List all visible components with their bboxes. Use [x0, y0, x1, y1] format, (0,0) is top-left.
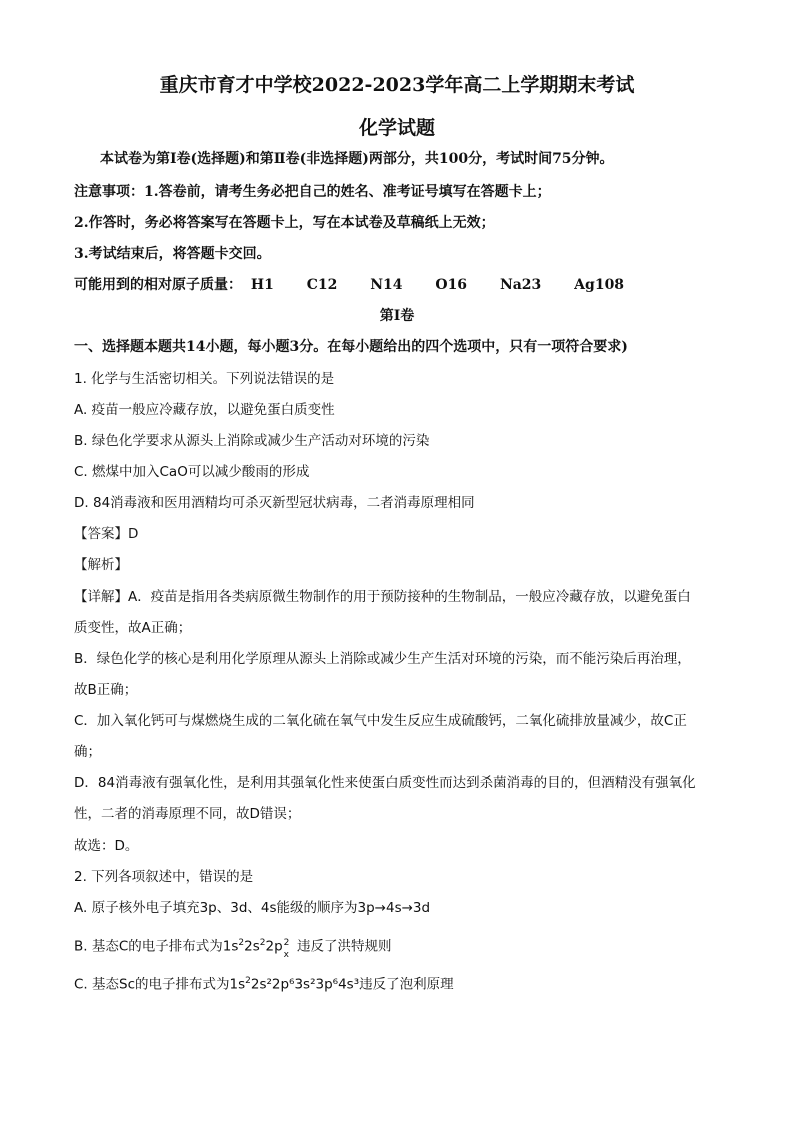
- q2-option-b-orbital-index: [283, 937, 293, 960]
- page-title: 重庆市育才中学校2022-2023学年高二上学期期末考试: [159, 74, 635, 96]
- q1-detail-line: 故B正确；: [74, 682, 138, 698]
- q1-detail-line: 【详解】A．疫苗是指用各类病原微生物制作的用于预防接种的生物制品，一般应冷藏存放，以避免蛋白: [74, 589, 691, 605]
- q1-detail-line: D．84消毒液有强氧化性，是利用其强氧化性来使蛋白质变性而达到杀菌消毒的目的，但酒精没有强氧化: [74, 775, 696, 791]
- q2-option-b-suffix: 违反了洪特规则: [296, 938, 392, 955]
- q1-detail-line: B．绿色化学的核心是利用化学原理从源头上消除或减少生产生活对环境的污染，而不能污染后再治理，: [74, 651, 691, 667]
- q1-option-b: B. 绿色化学要求从源头上消除或减少生产活动对环境的污染: [74, 433, 430, 449]
- atomic-masses: [74, 276, 734, 294]
- q2-option-a: A. 原子核外电子填充3p、3d、4s能级的顺序为3p→4s→3d: [74, 900, 431, 916]
- q1-option-a: A. 疫苗一般应冷藏存放，以避免蛋白质变性: [74, 402, 335, 418]
- q1-answer: 【答案】D: [74, 526, 139, 542]
- q2-option-b-mid-1: 2s: [244, 938, 260, 955]
- q1-detail-line: 性，二者的消毒原理不同，故D错误；: [74, 806, 301, 822]
- mass-na: Na23: [499, 277, 542, 293]
- q1-stem: 1. 化学与生活密切相关。下列说法错误的是: [74, 371, 335, 387]
- q2-option-b: [74, 934, 734, 960]
- mass-o: O16: [435, 277, 468, 293]
- section-heading: 一、选择题本题共14小题，每小题3分。在每小题给出的四个选项中，只有一项符合要求): [74, 339, 628, 355]
- q1-option-d: D. 84消毒液和医用酒精均可杀灭新型冠状病毒，二者消毒原理相同: [74, 495, 475, 511]
- q2-option-b-sup-2: 2: [259, 938, 266, 948]
- q1-analysis-label: 【解析】: [74, 557, 128, 573]
- notice-1: 注意事项：1.答卷前，请考生务必把自己的姓名、准考证号填写在答题卡上；: [74, 184, 551, 200]
- mass-ag: Ag108: [574, 277, 625, 293]
- q2-option-b-sup-1: 2: [238, 938, 245, 948]
- mass-c: C12: [306, 277, 338, 293]
- q1-detail-line: 质变性，故A正确；: [74, 620, 192, 636]
- q1-detail-line: 故选：D。: [74, 838, 139, 854]
- page-subtitle: 化学试题: [358, 117, 435, 139]
- atomic-masses-label: 可能用到的相对原子质量：: [74, 277, 242, 293]
- q2-option-c-suffix: 违反了泡利原理: [359, 976, 454, 993]
- q2-stem: 2. 下列各项叙述中，错误的是: [74, 869, 254, 885]
- q2-option-c-prefix: C. 基态Sc的电子排布式为1s: [74, 976, 246, 993]
- q2-option-c: [74, 972, 734, 994]
- q2-option-b-mid-2: 2p: [265, 938, 283, 955]
- q1-detail-line: C．加入氧化钙可与煤燃烧生成的二氧化硫在氧气中发生反应生成硫酸钙，二氧化硫排放量减少，故C正: [74, 713, 687, 729]
- exam-description: 本试卷为第Ⅰ卷(选择题)和第Ⅱ卷(非选择题)两部分，共100分，考试时间75分钟。: [100, 151, 614, 167]
- q2-option-b-sub: x: [283, 949, 289, 960]
- q1-detail-line: 确；: [74, 744, 101, 760]
- volume-heading: 第Ⅰ卷: [379, 308, 415, 324]
- notice-3: 3.考试结束后，将答题卡交回。: [74, 246, 271, 262]
- notice-2: 2.作答时，务必将答案写在答题卡上，写在本试卷及草稿纸上无效；: [74, 215, 495, 231]
- q2-option-b-prefix: B. 基态C的电子排布式为1s: [74, 938, 239, 955]
- mass-h: H1: [250, 277, 274, 293]
- mass-n: N14: [370, 277, 403, 293]
- q1-option-c: C. 燃煤中加入CaO可以减少酸雨的形成: [74, 464, 310, 480]
- q2-option-c-config: 2s²2p⁶3s²3p⁶4s³: [250, 976, 360, 993]
- q2-option-b-sup-3: 2: [283, 937, 290, 948]
- q2-option-c-sup-1: 2: [245, 976, 251, 986]
